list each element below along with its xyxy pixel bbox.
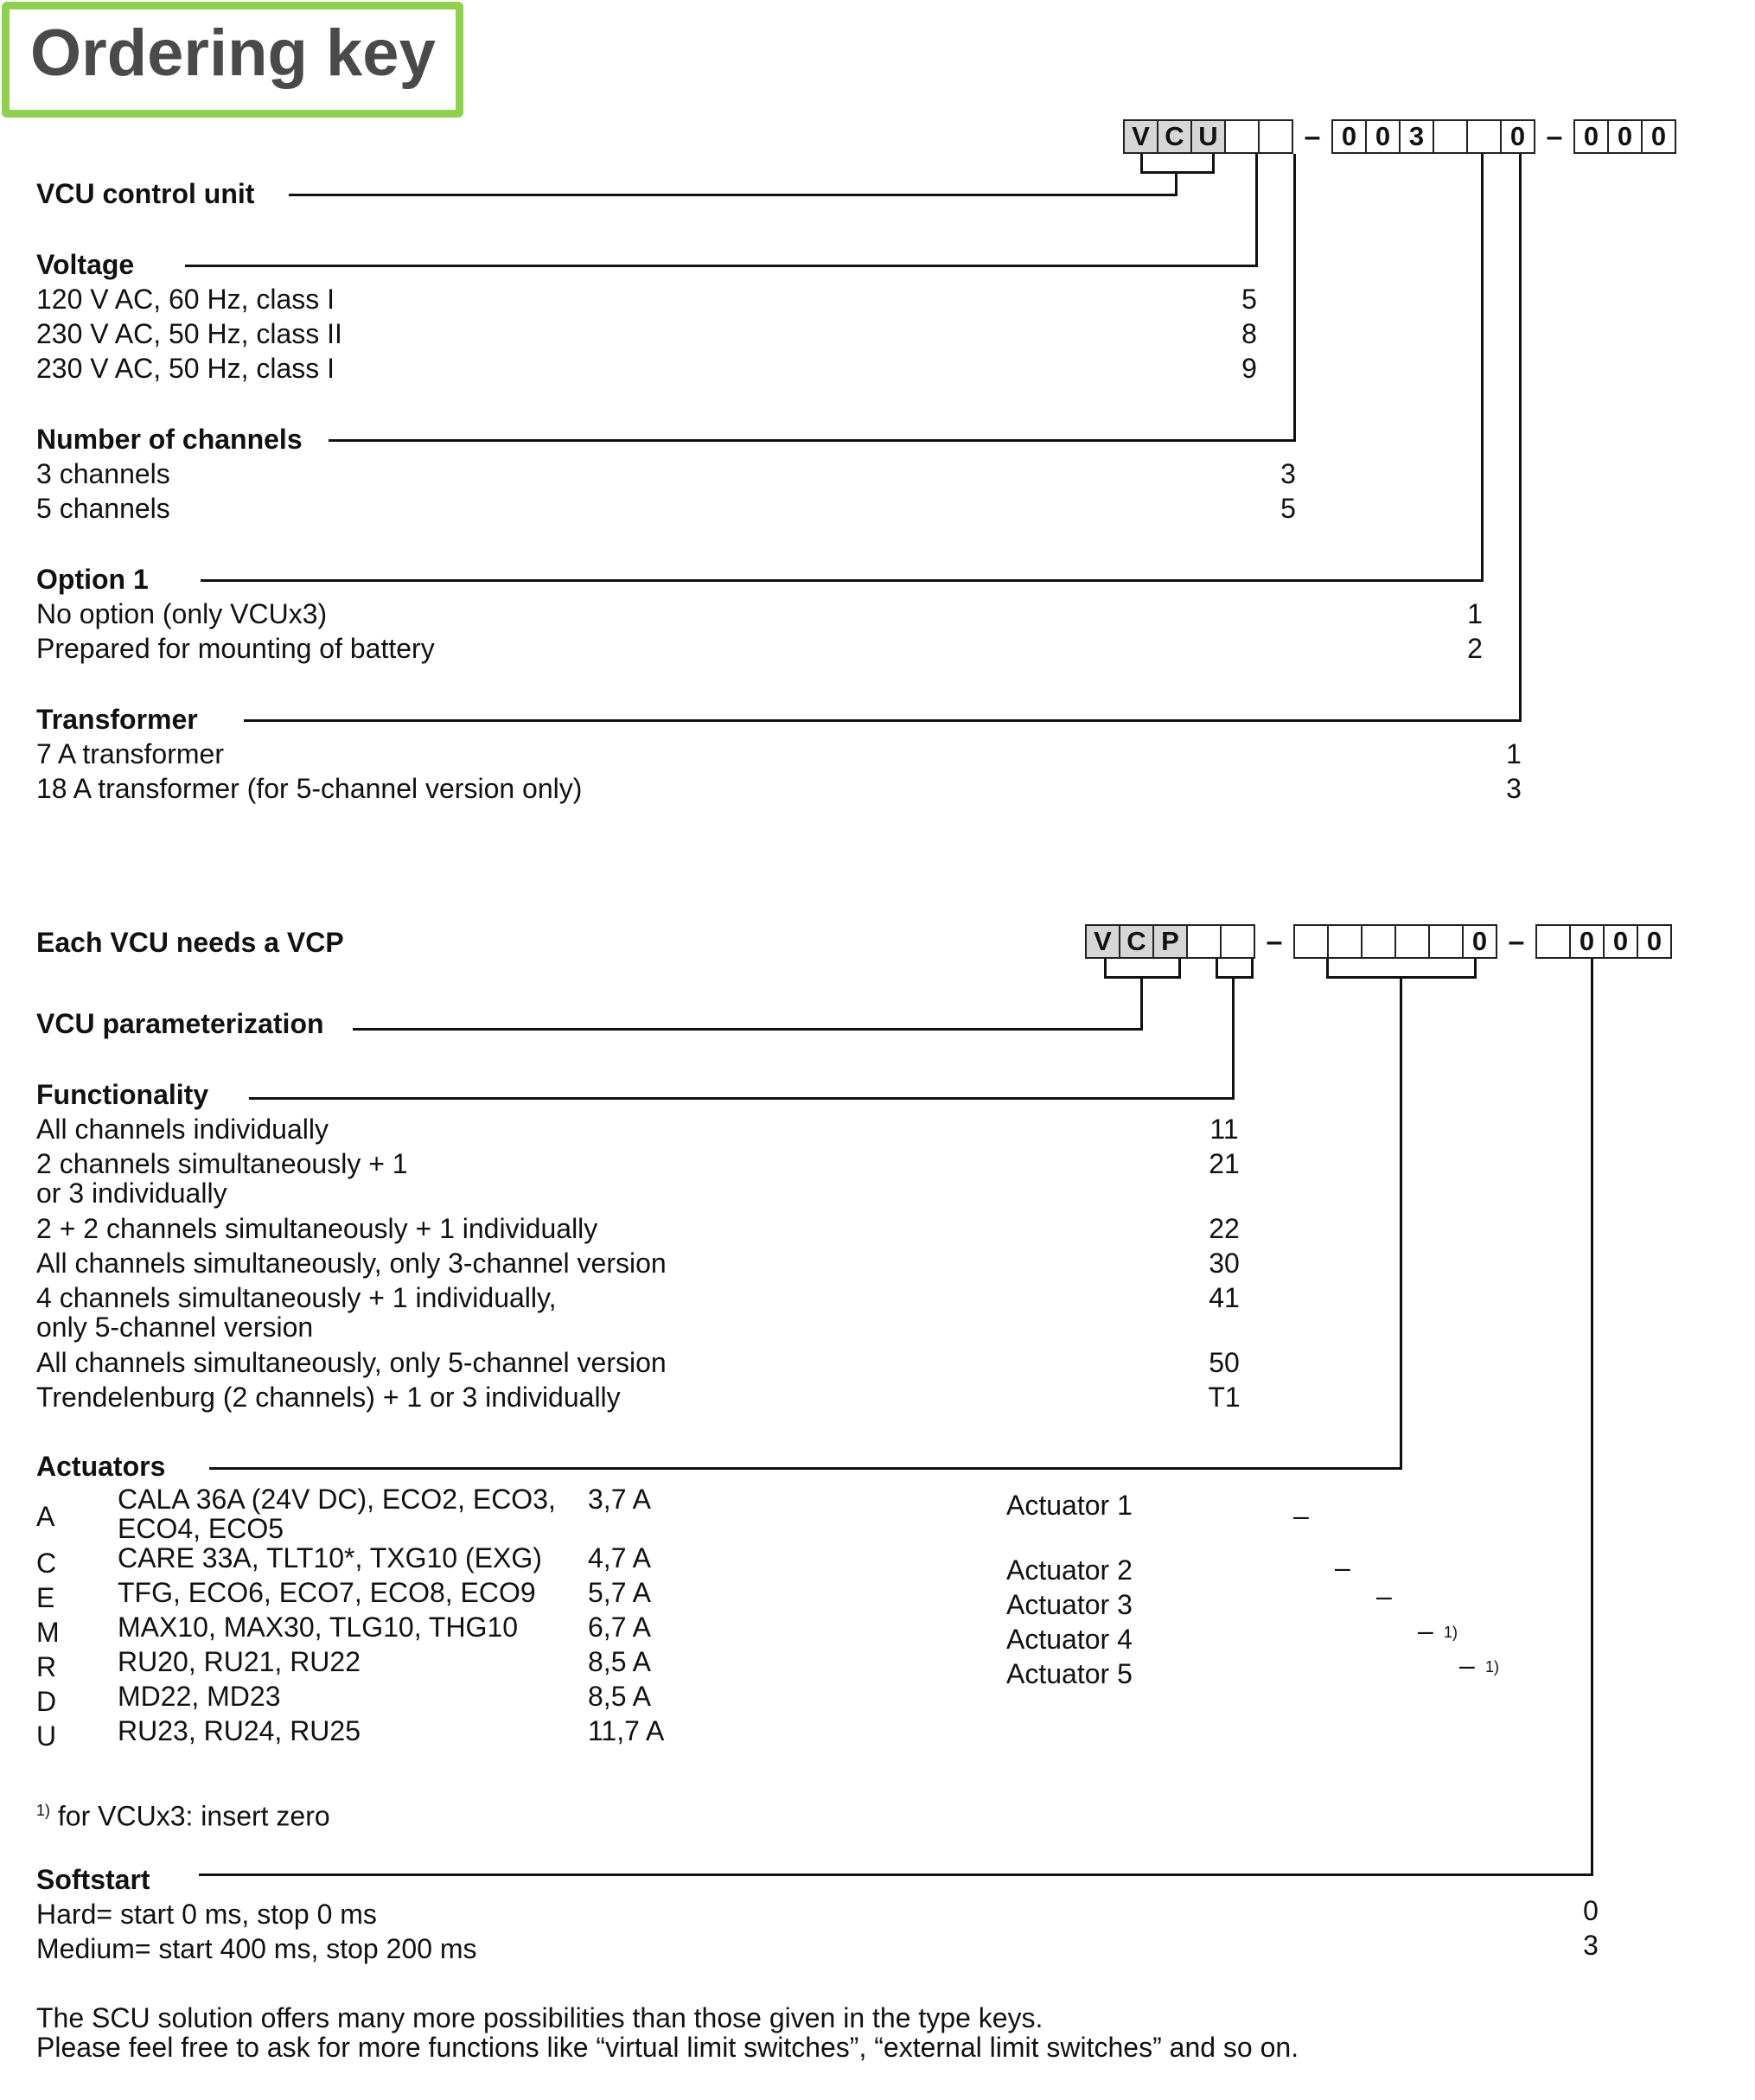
section-label-channels: Number of channels <box>36 424 303 455</box>
code-box: 0 <box>1331 119 1367 154</box>
option-text: Hard= start 0 ms, stop 0 ms <box>36 1899 377 1930</box>
connector-line <box>1255 154 1258 266</box>
option-text: 3 channels <box>36 458 170 489</box>
connector-line <box>1232 976 1235 1099</box>
code-box-actuator-2[interactable] <box>1327 924 1363 959</box>
code-separator: – <box>1546 119 1563 153</box>
section-label-control-unit: VCU control unit <box>36 178 255 209</box>
code-box-actuator-4[interactable] <box>1394 924 1430 959</box>
section-label-functionality: Functionality <box>36 1079 209 1110</box>
connector-line <box>1474 959 1477 978</box>
option-code: 1 <box>1506 738 1522 769</box>
option-code: 1 <box>1467 598 1483 629</box>
connector-line <box>1212 154 1215 173</box>
option-text: 7 A transformer <box>36 738 224 769</box>
connector-line <box>1591 959 1593 1875</box>
option-code: 2 <box>1467 633 1483 664</box>
section-label-intro: Each VCU needs a VCP <box>36 927 344 958</box>
actuator-current: 5,7 A <box>588 1577 651 1608</box>
connector-line <box>1251 959 1254 978</box>
actuator-current: 8,5 A <box>588 1646 651 1677</box>
code-box: 0 <box>1462 924 1497 959</box>
code-box-actuator-5[interactable] <box>1428 924 1464 959</box>
actuator-slot-label: Actuator 1 <box>1006 1490 1133 1521</box>
option-text: 230 V AC, 50 Hz, class II <box>36 318 342 349</box>
option-code: T1 <box>1208 1382 1241 1413</box>
option-code: 5 <box>1241 284 1257 315</box>
connector-line <box>289 194 1177 196</box>
slot-dash-mark: – <box>1376 1580 1392 1612</box>
section-label-actuators: Actuators <box>36 1451 166 1482</box>
section-label-transformer: Transformer <box>36 704 198 735</box>
code-box: V <box>1123 119 1158 154</box>
connector-line <box>201 579 1484 582</box>
option-text: 2 channels simultaneously + 1 <box>36 1148 408 1179</box>
connector-line <box>244 719 1522 722</box>
code-box-actuator-3[interactable] <box>1361 924 1396 959</box>
page-title: Ordering key <box>30 16 436 90</box>
section-label-option1: Option 1 <box>36 564 149 595</box>
connector-line <box>329 439 1296 442</box>
code-separator: – <box>1304 119 1321 153</box>
actuator-models: CARE 33A, TLT10*, TXG10 (EXG) <box>118 1542 542 1573</box>
option-text: All channels simultaneously, only 3-channel version <box>36 1248 667 1279</box>
option-text: 120 V AC, 60 Hz, class I <box>36 284 335 315</box>
actuator-slot-label: Actuator 4 <box>1006 1624 1133 1655</box>
actuator-models: RU23, RU24, RU25 <box>118 1715 361 1746</box>
actuator-slot-label: Actuator 3 <box>1006 1589 1133 1620</box>
actuator-models: RU20, RU21, RU22 <box>118 1646 361 1677</box>
vcu-code-group-3 <box>1573 119 1676 154</box>
code-box-transformer[interactable] <box>1466 119 1502 154</box>
code-box-functionality[interactable] <box>1186 924 1222 959</box>
slot-dash-mark: – <box>1459 1650 1475 1681</box>
connector-line <box>1140 171 1215 174</box>
option-text: 2 + 2 channels simultaneously + 1 individually <box>36 1213 598 1244</box>
connector-line <box>1216 959 1218 978</box>
option-text: 18 A transformer (for 5-channel version only) <box>36 773 583 804</box>
code-box: 0 <box>1603 924 1638 959</box>
connector-line <box>199 1873 1593 1876</box>
option-code: 8 <box>1241 318 1257 349</box>
connector-line <box>185 265 1258 267</box>
footnote <box>36 1793 330 1834</box>
option-code: 0 <box>1583 1895 1599 1926</box>
option-text: All channels individually <box>36 1114 329 1145</box>
footnote-marker: 1) <box>1444 1624 1458 1641</box>
connector-line <box>1481 154 1484 581</box>
option-text: Prepared for mounting of battery <box>36 633 435 664</box>
vcp-code-group-3 <box>1535 924 1672 959</box>
section-label-voltage: Voltage <box>36 249 135 280</box>
actuator-letter: D <box>36 1686 57 1717</box>
code-box-voltage[interactable] <box>1224 119 1260 154</box>
actuator-models: MD22, MD23 <box>118 1681 281 1712</box>
footnote-marker: 1) <box>1485 1658 1500 1676</box>
footnote-marker: 1) <box>36 1802 51 1819</box>
actuator-letter: A <box>36 1501 55 1532</box>
actuator-letter: U <box>36 1720 57 1752</box>
option-code: 3 <box>1280 458 1296 489</box>
actuator-models: CALA 36A (24V DC), ECO2, ECO3, <box>118 1484 556 1515</box>
option-text: 230 V AC, 50 Hz, class I <box>36 353 335 384</box>
option-code: 41 <box>1209 1282 1240 1313</box>
code-box: 3 <box>1399 119 1434 154</box>
section-label-softstart: Softstart <box>36 1864 150 1895</box>
connector-line <box>1104 959 1107 978</box>
code-box-actuator-1[interactable] <box>1293 924 1329 959</box>
vcp-code-group-1 <box>1085 924 1255 959</box>
option-text: All channels simultaneously, only 5-channel version <box>36 1347 667 1378</box>
footer-note-line-2: Please feel free to ask for more functions like “virtual limit switches”, “external limit switches” and so on. <box>36 2032 1299 2063</box>
code-box: C <box>1119 924 1154 959</box>
option-code: 11 <box>1209 1114 1239 1145</box>
actuator-letter: E <box>36 1582 55 1613</box>
code-box-option1[interactable] <box>1433 119 1468 154</box>
code-box-softstart[interactable] <box>1535 924 1571 959</box>
option-code: 5 <box>1280 493 1296 524</box>
option-text: Trendelenburg (2 channels) + 1 or 3 individually <box>36 1382 621 1413</box>
option-code: 3 <box>1506 773 1522 804</box>
actuator-current: 4,7 A <box>588 1542 651 1573</box>
option-code: 50 <box>1209 1347 1240 1378</box>
connector-line <box>1140 976 1143 1030</box>
code-box: 0 <box>1641 119 1676 154</box>
code-box: P <box>1152 924 1188 959</box>
vcp-type-code <box>1085 924 1672 959</box>
section-label-parameterization: VCU parameterization <box>36 1008 324 1039</box>
option-text: 5 channels <box>36 493 170 524</box>
actuator-current: 6,7 A <box>588 1612 651 1643</box>
actuator-models: TFG, ECO6, ECO7, ECO8, ECO9 <box>118 1577 536 1608</box>
actuator-models: MAX10, MAX30, TLG10, THG10 <box>118 1612 519 1643</box>
option-code: 3 <box>1583 1930 1599 1961</box>
actuator-current: 11,7 A <box>588 1715 665 1746</box>
actuator-letter: R <box>36 1651 57 1682</box>
vcp-code-group-2 <box>1293 924 1497 959</box>
actuator-letter: M <box>36 1617 60 1648</box>
connector-line <box>1178 959 1181 978</box>
code-box: 0 <box>1569 924 1605 959</box>
connector-line <box>1175 171 1177 195</box>
actuator-slot-label: Actuator 2 <box>1006 1554 1133 1586</box>
vcu-code-group-2 <box>1331 119 1535 154</box>
option-code: 22 <box>1209 1213 1240 1244</box>
code-box: V <box>1085 924 1120 959</box>
option-code: 30 <box>1209 1248 1240 1279</box>
option-text: only 5-channel version <box>36 1312 314 1343</box>
option-text: 4 channels simultaneously + 1 individually, <box>36 1282 557 1313</box>
connector-line <box>1140 154 1143 173</box>
code-box-channels[interactable] <box>1258 119 1293 154</box>
connector-line <box>1519 154 1522 721</box>
code-box: 0 <box>1607 119 1643 154</box>
code-separator: – <box>1266 924 1283 958</box>
code-separator: – <box>1508 924 1525 958</box>
connector-line <box>209 1467 1402 1470</box>
vcu-code-group-1 <box>1123 119 1293 154</box>
actuator-current: 8,5 A <box>588 1681 651 1712</box>
connector-line <box>249 1097 1235 1100</box>
slot-dash-mark: – <box>1335 1552 1350 1583</box>
code-box-functionality[interactable] <box>1220 924 1255 959</box>
footnote-text: for VCUx3: insert zero <box>50 1800 330 1832</box>
actuator-current: 3,7 A <box>588 1484 651 1515</box>
slot-dash-mark: – <box>1293 1500 1309 1531</box>
slot-dash-mark: – <box>1418 1615 1433 1646</box>
actuator-slot-label: Actuator 5 <box>1006 1658 1133 1689</box>
code-box: 0 <box>1573 119 1609 154</box>
code-box: 0 <box>1637 924 1672 959</box>
code-box: 0 <box>1500 119 1535 154</box>
option-code: 9 <box>1241 353 1257 384</box>
connector-line <box>1400 976 1402 1469</box>
code-box: C <box>1157 119 1192 154</box>
connector-line <box>1326 959 1329 978</box>
actuator-models: ECO4, ECO5 <box>118 1513 284 1544</box>
option-code: 21 <box>1209 1148 1240 1179</box>
code-box: U <box>1190 119 1226 154</box>
connector-line <box>353 1028 1143 1031</box>
code-box: 0 <box>1365 119 1401 154</box>
option-text: Medium= start 400 ms, stop 200 ms <box>36 1933 477 1964</box>
vcu-type-code <box>1123 119 1676 154</box>
option-text: or 3 individually <box>36 1178 227 1209</box>
connector-line <box>1216 976 1254 979</box>
footer-note-line-1: The SCU solution offers many more possibilities than those given in the type keys. <box>36 2002 1043 2033</box>
connector-line <box>1293 154 1296 441</box>
option-text: No option (only VCUx3) <box>36 598 328 629</box>
actuator-letter: C <box>36 1548 57 1579</box>
